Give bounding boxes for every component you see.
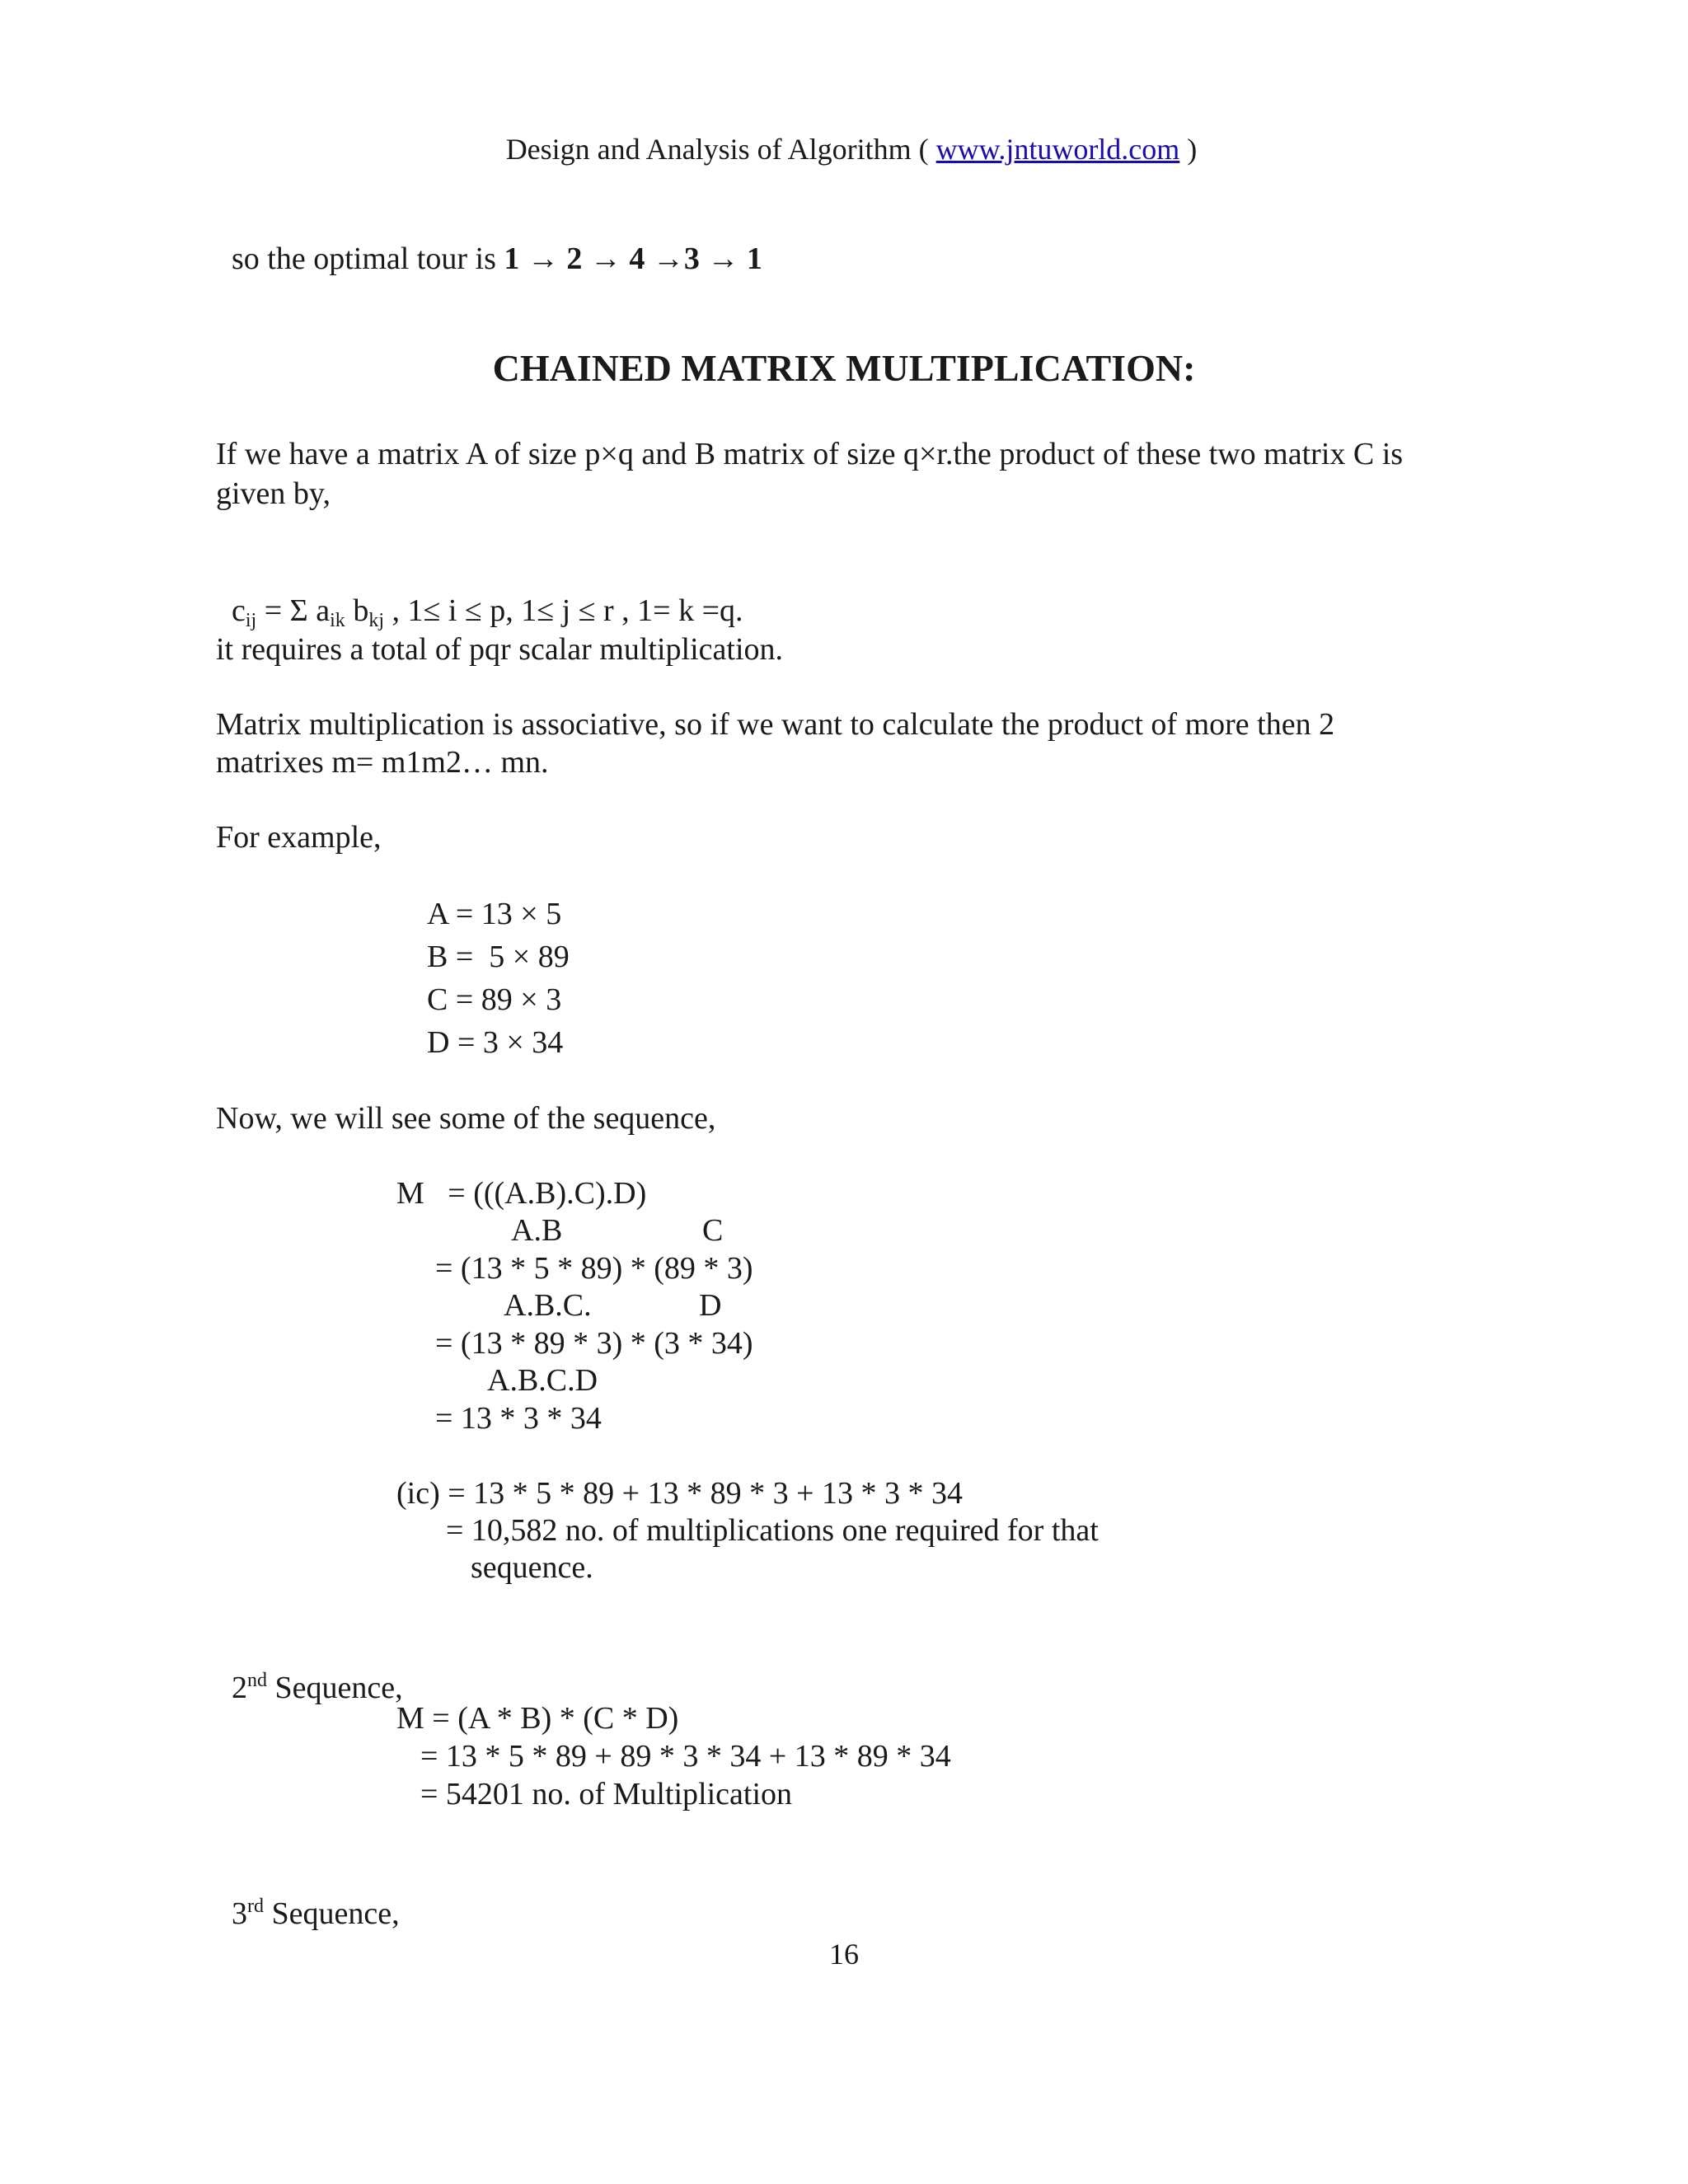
scalar-note: it requires a total of pqr scalar multiplication. (216, 632, 784, 667)
seq3-num: 3 (232, 1896, 247, 1931)
sequence-intro: Now, we will see some of the sequence, (216, 1101, 716, 1136)
seq1-label-abc: A.B.C. (504, 1288, 592, 1323)
seq3-heading (216, 1849, 400, 1933)
formula-c: c (232, 593, 246, 628)
matrix-a: A = 13 × 5 (427, 897, 562, 931)
matrix-d: D = 3 × 34 (427, 1025, 564, 1060)
header-link[interactable]: www.jntuworld.com (935, 133, 1180, 166)
seq2-label: Sequence, (267, 1671, 403, 1705)
header-title: Design and Analysis of Algorithm ( (505, 133, 936, 166)
intro-line-1: If we have a matrix A of size p×q and B matrix of size q×r.the product of these two matrix C is (216, 437, 1404, 471)
seq2-step2: = 54201 no. of Multiplication (420, 1777, 793, 1811)
seq1-label-ab: A.B (511, 1213, 563, 1248)
seq2-step1: = 13 * 5 * 89 + 89 * 3 * 34 + 13 * 89 * 34 (420, 1739, 951, 1774)
header-suffix: ) (1179, 133, 1198, 166)
seq2-sup: nd (247, 1670, 267, 1691)
formula-rest: , 1≤ i ≤ p, 1≤ j ≤ r , 1= k =q. (383, 593, 743, 628)
matrix-b: B = 5 × 89 (427, 940, 570, 974)
section-heading: CHAINED MATRIX MULTIPLICATION: (492, 347, 1196, 389)
formula-b: b (345, 593, 369, 628)
seq2-num: 2 (232, 1671, 247, 1705)
optimal-tour-path: 1 → 2 → 4 →3 → 1 (504, 241, 762, 276)
formula-a-sub: ik (330, 610, 345, 631)
intro-line-2: given by, (216, 476, 331, 511)
seq2-m-line: M = (A * B) * (C * D) (396, 1701, 679, 1736)
seq1-label-abcd: A.B.C.D (487, 1363, 598, 1398)
seq2-heading (216, 1624, 403, 1707)
formula-b-sub: kj (368, 610, 384, 631)
running-header (0, 97, 1688, 166)
optimal-tour-text: so the optimal tour is (232, 241, 504, 276)
formula-eq: = Σ a (256, 593, 331, 628)
optimal-tour-line (216, 202, 762, 278)
product-formula (216, 554, 743, 640)
seq1-step1: = (13 * 5 * 89) * (89 * 3) (435, 1251, 753, 1286)
seq1-label-d: D (699, 1288, 722, 1323)
seq1-total-cont: sequence. (471, 1550, 593, 1585)
page-number: 16 (829, 1938, 859, 1971)
matrix-c: C = 89 × 3 (427, 982, 562, 1017)
for-example: For example, (216, 820, 382, 855)
seq3-label: Sequence, (264, 1896, 400, 1931)
seq1-label-c: C (702, 1213, 724, 1248)
assoc-line-2: matrixes m= m1m2… mn. (216, 745, 549, 780)
seq1-step3: = 13 * 3 * 34 (435, 1401, 602, 1436)
seq1-ic-line: (ic) = 13 * 5 * 89 + 13 * 89 * 3 + 13 * 3 * 34 (396, 1476, 964, 1511)
seq1-total-line: = 10,582 no. of multiplications one required for that (446, 1513, 1099, 1548)
assoc-line-1: Matrix multiplication is associative, so if we want to calculate the product of more then 2 (216, 707, 1335, 742)
seq1-step2: = (13 * 89 * 3) * (3 * 34) (435, 1326, 753, 1361)
seq3-sup: rd (247, 1896, 264, 1917)
seq1-m-line: M = (((A.B).C).D) (396, 1176, 647, 1211)
formula-c-sub: ij (245, 610, 257, 631)
